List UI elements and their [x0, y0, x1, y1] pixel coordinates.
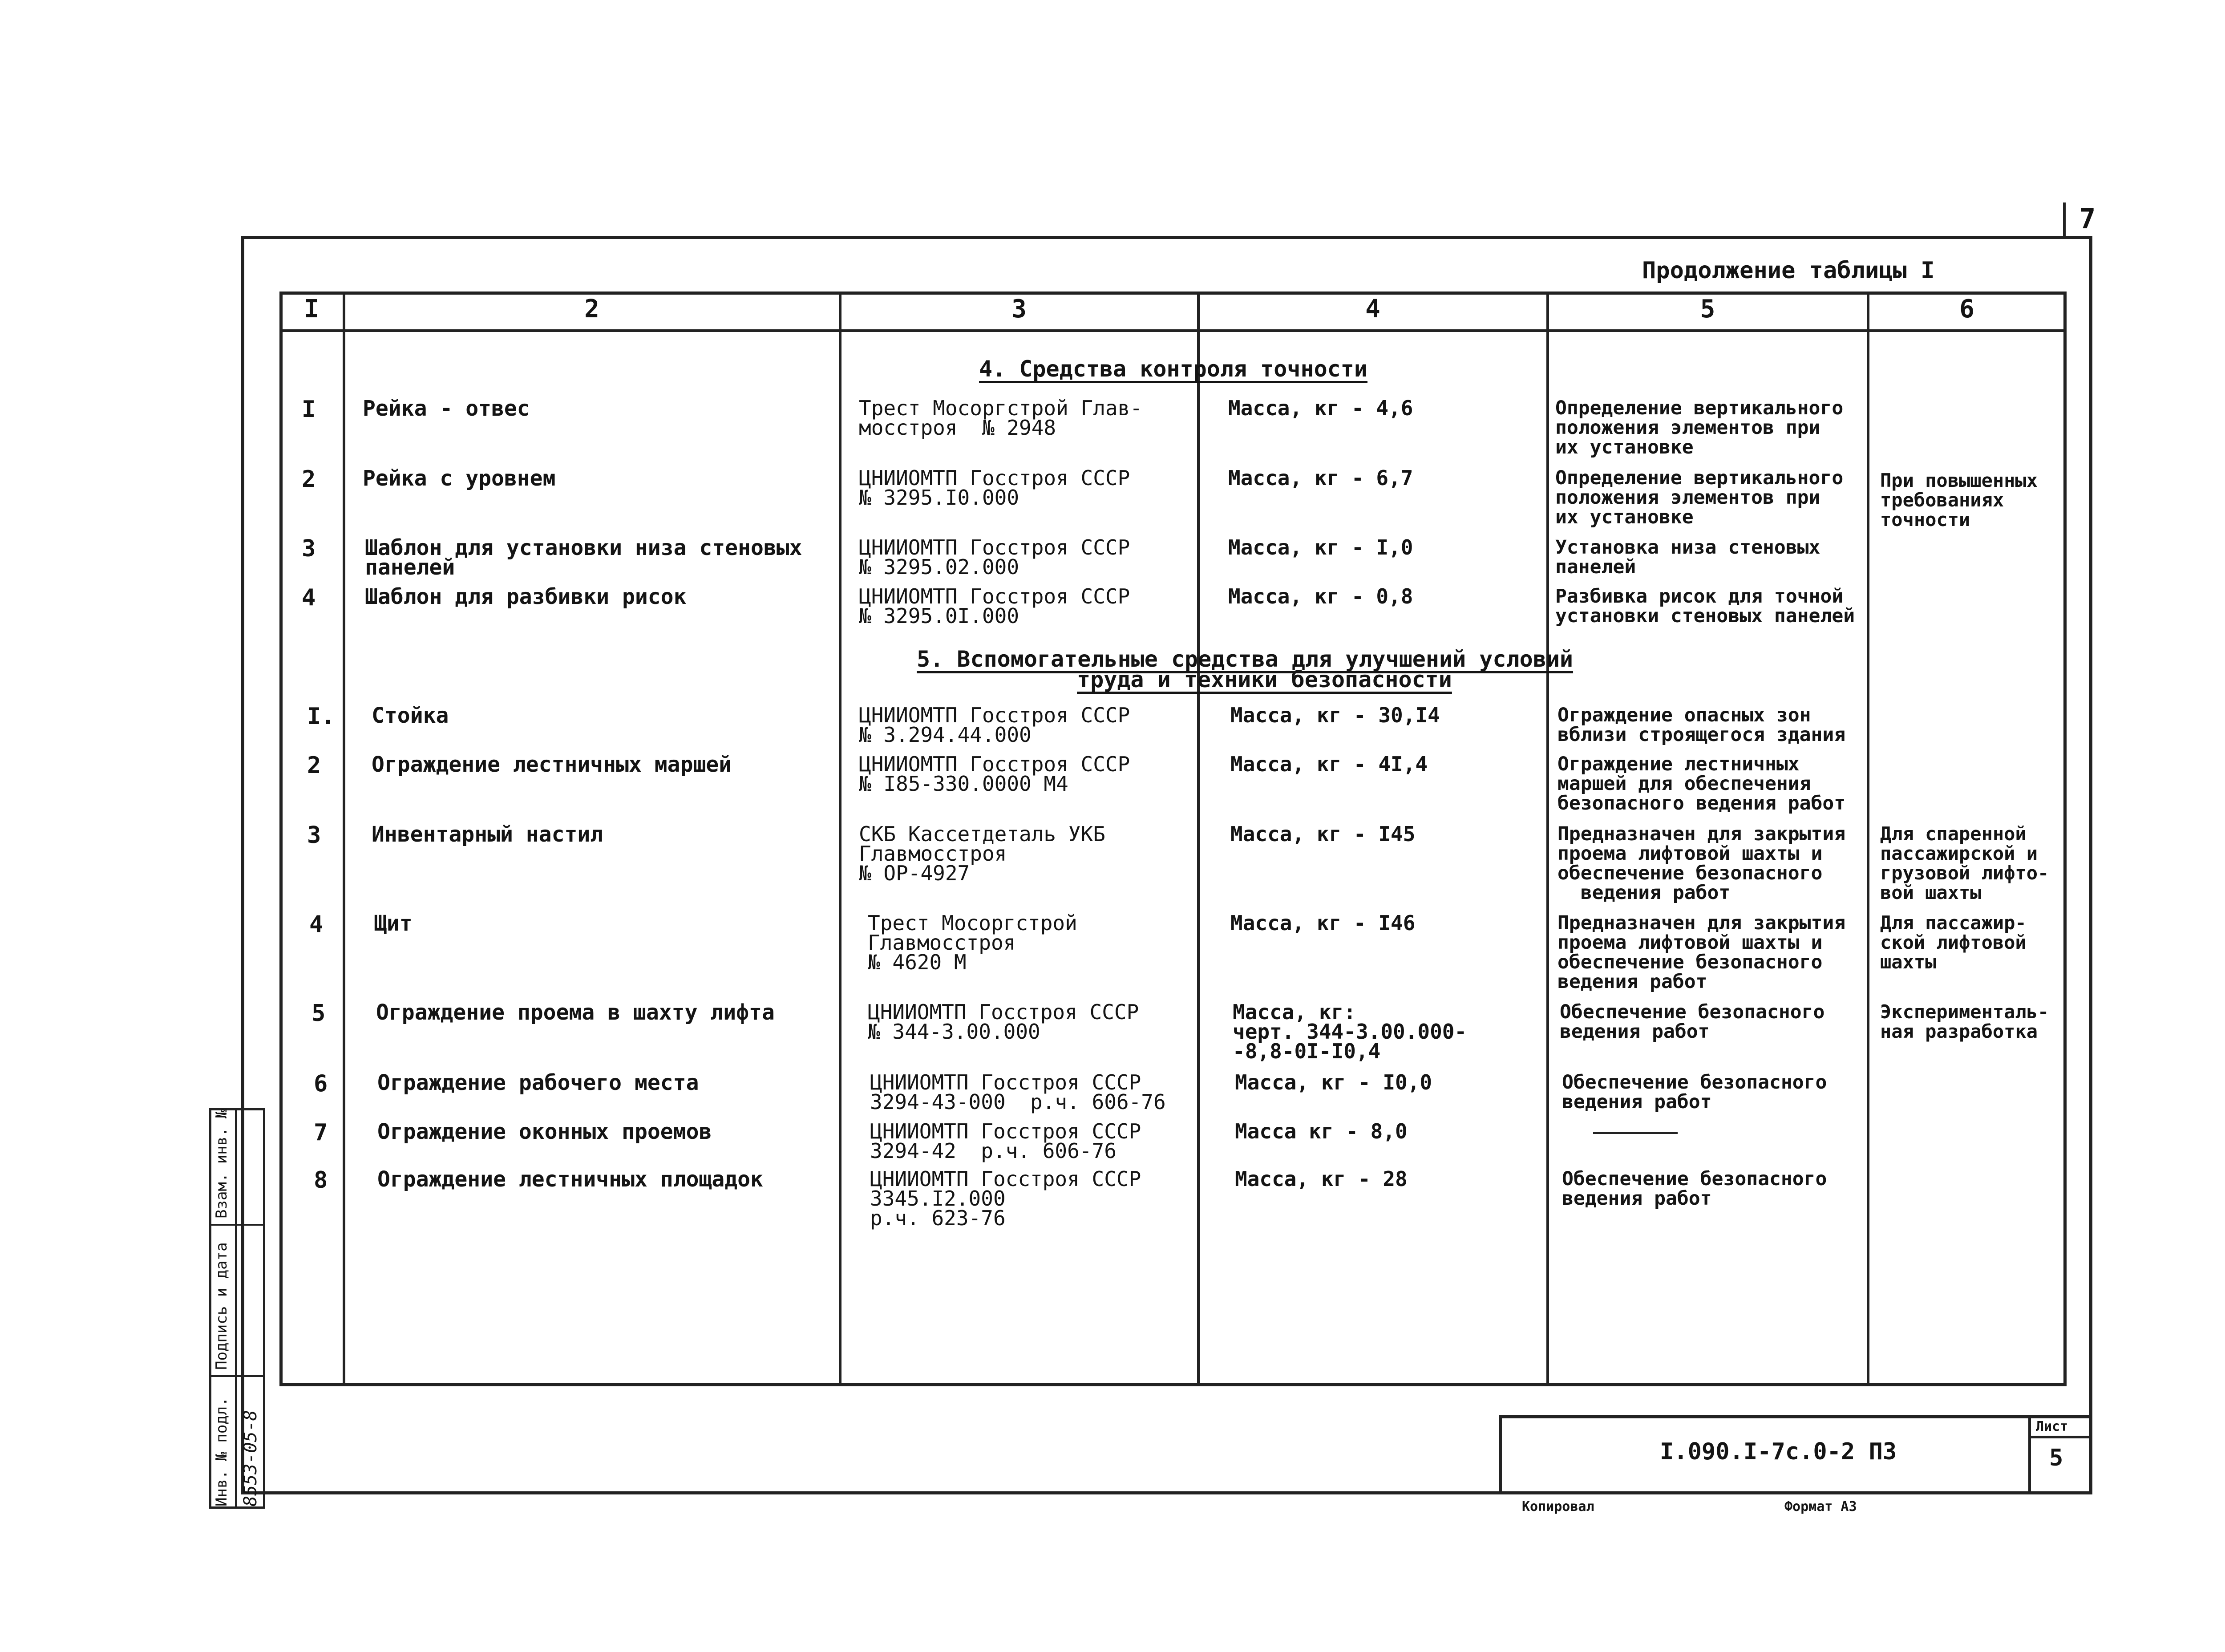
item-name: Ограждение лестничных маршей [372, 752, 732, 777]
row-number: 3 [307, 822, 321, 849]
section-title: 4. Средства контроля точности [979, 356, 1367, 382]
column-divider [1867, 292, 1869, 1386]
item-source: ЦНИИОМТП Госстроя СССР 3294-43-000 р.ч. 606-76 [870, 1070, 1166, 1114]
item-name: Стойка [372, 703, 449, 728]
item-name: Рейка - отвес [363, 396, 530, 421]
item-name: Ограждение проема в шахту лифта [376, 1000, 775, 1025]
item-name-line2: панелей [365, 555, 455, 580]
margin-stamp-divider [235, 1108, 237, 1509]
item-mass: Масса, кг - I0,0 [1235, 1070, 1432, 1094]
margin-stamp-divider [209, 1224, 265, 1226]
empty-cell-dash [1593, 1132, 1678, 1134]
column-divider [839, 292, 841, 1386]
item-mass: Масса, кг - 0,8 [1228, 584, 1413, 608]
item-name: Ограждение лестничных площадок [377, 1167, 763, 1192]
row-number: 2 [307, 752, 321, 779]
item-source: ЦНИИОМТП Госстроя СССР № I85-330.0000 М4 [859, 752, 1130, 796]
column-header-6: 6 [1959, 295, 1974, 324]
item-purpose: Установка низа стеновых панелей [1555, 536, 1820, 578]
row-number: I. [307, 703, 335, 730]
item-mass: Масса, кг - I45 [1230, 822, 1416, 846]
document-code: I.090.I-7с.0-2 ПЗ [1660, 1438, 1897, 1465]
item-mass: Масса, кг - I46 [1230, 911, 1416, 935]
header-separator [279, 329, 2067, 332]
row-number: 3 [302, 535, 316, 562]
item-name: Шаблон для установки низа стеновых [365, 535, 802, 560]
item-mass: Масса, кг - 28 [1235, 1167, 1408, 1191]
column-header-3: 3 [1011, 295, 1027, 324]
item-purpose: Ограждение лестничных маршей для обеспечения безопасного ведения работ [1558, 753, 1846, 814]
column-divider [1197, 292, 1200, 1386]
row-number: 4 [302, 584, 316, 611]
row-number: 7 [314, 1119, 328, 1146]
item-purpose: Определение вертикального положения элементов при их установке [1555, 467, 1844, 528]
sheet-label: Лист [2036, 1419, 2068, 1434]
section-title-line1: 5. Вспомогательные средства для улучшений условий [917, 646, 1574, 672]
column-divider [1546, 292, 1549, 1386]
page-number: 7 [2079, 202, 2096, 235]
item-name: Ограждение оконных проемов [377, 1119, 712, 1144]
row-number: 5 [312, 1000, 326, 1027]
copied-by-label: Копировал [1522, 1499, 1594, 1514]
item-note: Для пассажир- ской лифтовой шахты [1880, 912, 2027, 973]
inventory-number-value: 8553-05-8 [240, 1410, 261, 1506]
item-source: ЦНИИОМТП Госстроя СССР 3345.I2.000 р.ч. 623-76 [870, 1167, 1141, 1230]
item-source: Трест Мосоргстрой Главмосстроя № 4620 М [868, 911, 1077, 974]
item-source: ЦНИИОМТП Госстроя СССР № 3.294.44.000 [859, 703, 1130, 747]
item-source: СКБ Кассетдеталь УКБ Главмосстроя № ОР-4927 [859, 822, 1105, 885]
item-mass: Масса кг - 8,0 [1235, 1119, 1408, 1143]
item-purpose: Определение вертикального положения элементов при их установке [1555, 397, 1844, 458]
item-note: Для спаренной пассажирской и грузовой лифто- вой шахты [1880, 823, 2049, 903]
item-name: Рейка с уровнем [363, 466, 556, 491]
item-purpose: Предназначен для закрытия проема лифтовой шахты и обеспечение безопасного ведения работ [1558, 912, 1846, 993]
column-header-1: I [304, 295, 319, 324]
signature-date-label: Подпись и дата [213, 1242, 231, 1370]
column-header-4: 4 [1365, 295, 1380, 324]
item-purpose: Ограждение опасных зон вблизи строящегося здания [1558, 704, 1846, 746]
sheet-number: 5 [2049, 1445, 2063, 1471]
row-number: 4 [309, 911, 324, 938]
item-name: Щит [374, 911, 413, 936]
item-mass: Масса, кг - 4I,4 [1230, 752, 1428, 776]
item-purpose: Предназначен для закрытия проема лифтовой шахты и обеспечение безопасного ведения работ [1558, 823, 1846, 904]
column-divider [343, 292, 345, 1386]
item-purpose: Обеспечение безопасного ведения работ [1562, 1071, 1827, 1113]
row-number: 6 [314, 1070, 328, 1097]
item-source: ЦНИИОМТП Госстроя СССР 3294-42 р.ч. 606-76 [870, 1119, 1141, 1163]
row-number: I [302, 396, 316, 423]
item-mass: Масса, кг - 30,I4 [1230, 703, 1440, 727]
section-title-line2: труда и техники безопасности [1077, 667, 1452, 692]
margin-stamp-divider [209, 1375, 265, 1377]
column-header-5: 5 [1700, 295, 1715, 324]
item-mass: Масса, кг: черт. 344-3.00.000- -8,8-0I-I0,4 [1233, 1000, 1467, 1063]
title-block-divider [2028, 1436, 2092, 1438]
item-purpose: Обеспечение безопасного ведения работ [1560, 1001, 1825, 1043]
item-purpose: Разбивка рисок для точной установки стеновых панелей [1555, 585, 1855, 627]
item-note: При повышенных требованиях точности [1880, 470, 2038, 530]
item-name: Ограждение рабочего места [377, 1070, 699, 1095]
item-name: Инвентарный настил [372, 822, 603, 847]
item-name: Шаблон для разбивки рисок [365, 584, 687, 609]
table-continuation-label: Продолжение таблицы I [1642, 257, 1935, 284]
item-source: ЦНИИОМТП Госстроя СССР № 344-3.00.000 [868, 1000, 1139, 1044]
inventory-number-label: Инв. № подл. [213, 1397, 231, 1506]
title-block-divider [2028, 1415, 2031, 1494]
item-mass: Масса, кг - 4,6 [1228, 396, 1413, 420]
item-source: ЦНИИОМТП Госстроя СССР № 3295.02.000 [859, 535, 1130, 579]
paper-format-label: Формат А3 [1784, 1499, 1857, 1514]
row-number: 8 [314, 1167, 328, 1194]
column-header-2: 2 [584, 295, 599, 324]
item-mass: Масса, кг - 6,7 [1228, 466, 1413, 490]
item-note: Эксперименталь- ная разработка [1880, 1001, 2049, 1042]
item-purpose: Обеспечение безопасного ведения работ [1562, 1168, 1827, 1210]
item-source: ЦНИИОМТП Госстроя СССР № 3295.I0.000 [859, 466, 1130, 510]
item-source: Трест Мосоргстрой Глав- мосстроя № 2948 [859, 396, 1142, 440]
row-number: 2 [302, 466, 316, 493]
item-source: ЦНИИОМТП Госстроя СССР № 3295.0I.000 [859, 584, 1130, 628]
replace-inventory-label: Взам. инв. № [213, 1109, 231, 1219]
item-mass: Масса, кг - I,0 [1228, 535, 1413, 559]
